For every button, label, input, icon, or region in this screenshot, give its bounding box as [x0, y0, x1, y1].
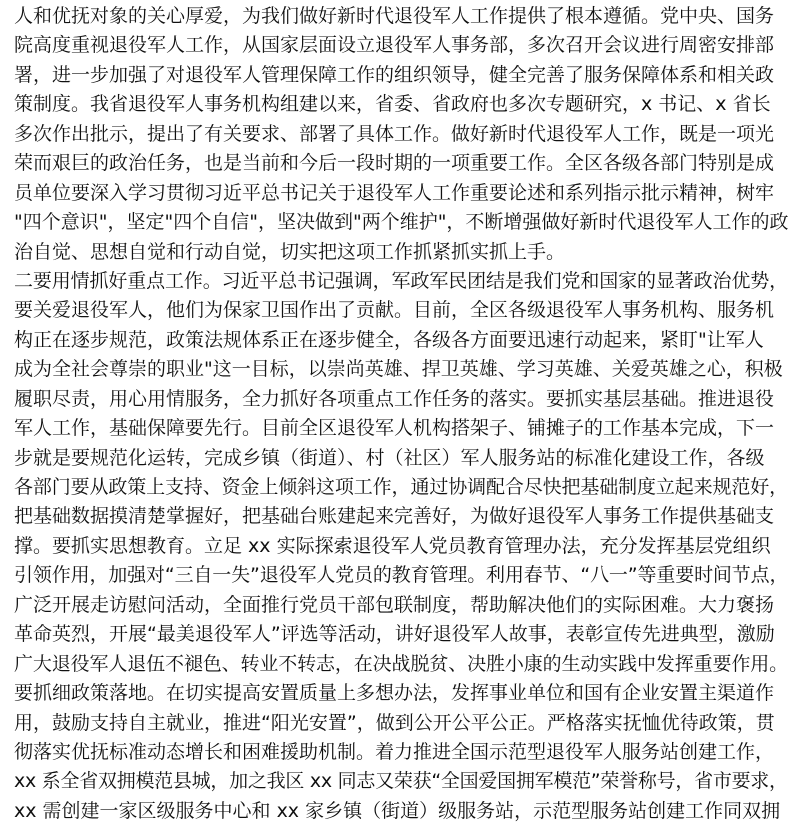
text-line: xx 需创建一家区级服务中心和 xx 家乡镇（街道）级服务站，示范型服务站创建工作同双拥 [14, 799, 781, 822]
text-line: 广泛开展走访慰问活动，全面推行党员干部包联制度，帮助解决他们的实际困难。大力褒扬 [14, 593, 775, 616]
text-line: 撑。要抓实思想教育。立足 xx 实际探索退役军人党员教育管理办法，充分发挥基层党组织 [14, 534, 771, 557]
text-line: "四个意识"，坚定"四个自信"，坚决做到"两个维护"，不断增强做好新时代退役军人工作的政 [14, 211, 789, 234]
text-line: 要关爱退役军人，他们为保家卫国作出了贡献。目前，全区各级退役军人事务机构、服务机 [14, 299, 775, 322]
text-line: 革命英烈，开展“最美退役军人”评选等活动，讲好退役军人故事，表彰宣传先进典型，激励 [14, 623, 775, 646]
text-line: 员单位要深入学习贯彻习近平总书记关于退役军人工作重要论述和系列指示批示精神，树牢 [14, 181, 775, 204]
text-line: 把基础数据摸清楚掌握好，把基础台账建起来完善好，为做好退役军人事务工作提供基础支 [14, 505, 775, 528]
text-line: 军人工作，基础保障要先行。目前全区退役军人机构搭架子、铺摊子的工作基本完成，下一 [14, 417, 775, 440]
text-line: 用，鼓励支持自主就业，推进“阳光安置”，做到公开公平公正。严格落实抚恤优待政策，贯 [14, 711, 775, 734]
text-line: 署，进一步加强了对退役军人管理保障工作的组织领导，健全完善了服务保障体系和相关政 [14, 63, 775, 86]
text-line: 策制度。我省退役军人事务机构组建以来，省委、省政府也多次专题研究，x 书记、x 省长 [14, 93, 771, 116]
text-line: 院高度重视退役军人工作，从国家层面设立退役军人事务部，多次召开会议进行周密安排部 [14, 34, 775, 57]
text-line: 各部门要从政策上支持、资金上倾斜这项工作，通过协调配合尽快把基础制度立起来规范好， [14, 476, 789, 498]
text-line: 构正在逐步规范，政策法规体系正在逐步健全，各级各方面要迅速行动起来，紧盯"让军人 [14, 328, 764, 351]
text-line: 治自觉、思想自觉和行动自觉，切实把这项工作抓紧抓实抓上手。 [14, 240, 566, 263]
text-line: 荣而艰巨的政治任务，也是当前和今后一段时期的一项重要工作。全区各级各部门特别是成 [14, 152, 775, 175]
text-line: 引领作用，加强对“三自一失”退役军人党员的教育管理。利用春节、“八一”等重要时间节点， [14, 564, 789, 587]
text-line: 广大退役军人退伍不褪色、转业不转志，在决战脱贫、决胜小康的生动实践中发挥重要作用。 [14, 652, 789, 675]
text-line: xx 系全省双拥模范县城，加之我区 xx 同志又荣获“全国爱国拥军模范”荣誉称号，省市要求， [14, 770, 788, 793]
text-line: 履职尽责，用心用情服务，全力抓好各项重点工作任务的落实。要抓实基层基础。推进退役 [14, 387, 775, 410]
text-line: 二要用情抓好重点工作。习近平总书记强调，军政军民团结是我们党和国家的显著政治优势， [14, 269, 789, 292]
text-line: 多次作出批示，提出了有关要求、部署了具体工作。做好新时代退役军人工作，既是一项光 [14, 122, 775, 145]
text-line: 人和优抚对象的关心厚爱，为我们做好新时代退役军人工作提供了根本遵循。党中央、国务 [14, 5, 775, 27]
text-line: 彻落实优抚标准动态增长和困难援助机制。着力推进全国示范型退役军人服务站创建工作， [14, 740, 775, 763]
document-body [14, 2, 790, 826]
text-line: 步就是要规范化运转，完成乡镇（街道）、村（社区）军人服务站的标准化建设工作，各级 [14, 446, 765, 469]
text-line: 成为全社会尊崇的职业"这一目标，以崇尚英雄、捍卫英雄、学习英雄、关爱英雄之心，积极 [14, 358, 783, 381]
text-line: 要抓细政策落地。在切实提高安置质量上多想办法，发挥事业单位和国有企业安置主渠道作 [14, 682, 775, 705]
